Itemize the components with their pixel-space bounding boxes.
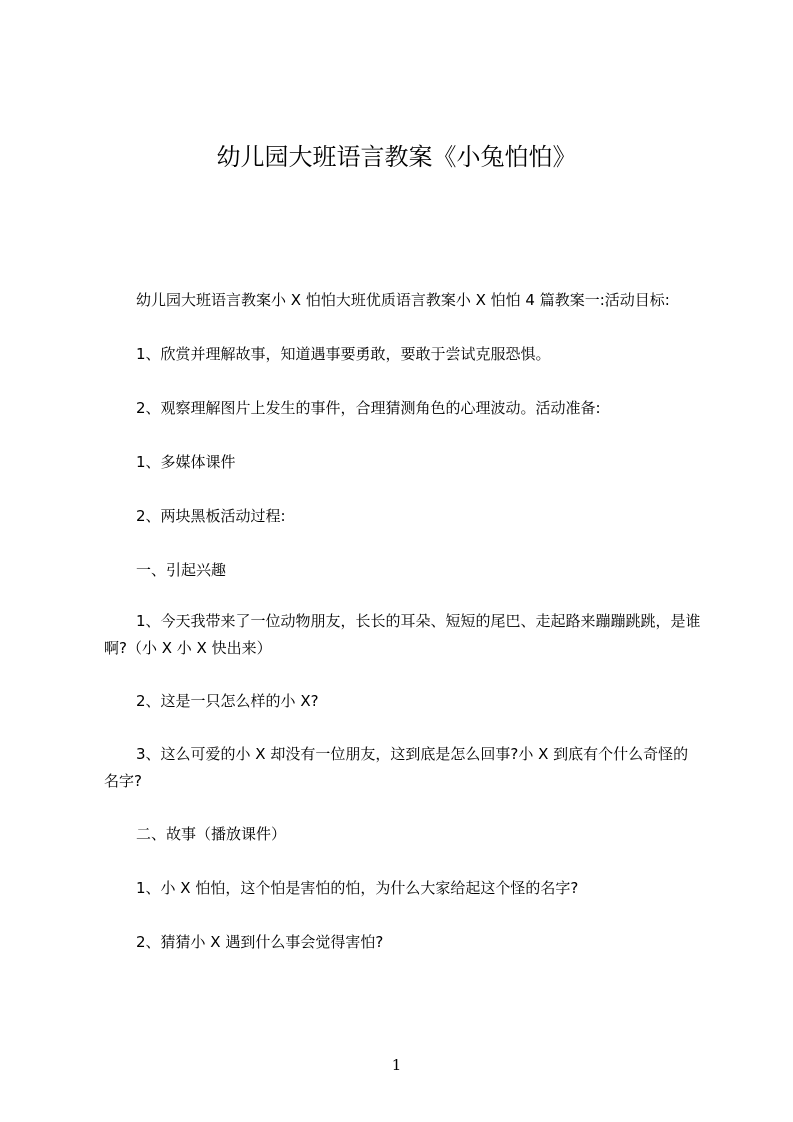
paragraph-prep-1: 1、多媒体课件 [136, 453, 236, 471]
paragraph-story-2: 2、猜猜小 X 遇到什么事会觉得害怕? [136, 933, 384, 951]
page-number: 1 [391, 1056, 402, 1074]
paragraph-story-1: 1、小 X 怕怕，这个怕是害怕的怕，为什么大家给起这个怪的名字? [136, 879, 579, 897]
document-title: 幼儿园大班语言教案《小兔怕怕》 [216, 143, 577, 171]
paragraph-goal-1: 1、欣赏并理解故事，知道遇事要勇敢，要敢于尝试克服恐惧。 [136, 345, 551, 363]
paragraph-prep-2: 2、两块黑板活动过程: [136, 507, 286, 525]
paragraph-intro: 幼儿园大班语言教案小 X 怕怕大班优质语言教案小 X 怕怕 4 篇教案一:活动目标: [136, 291, 670, 309]
paragraph-interest-3: 3、这么可爱的小 X 却没有一位朋友，这到底是怎么回事?小 X 到底有个什么奇怪的名字? [104, 745, 689, 790]
paragraph-interest-1: 1、今天我带来了一位动物朋友，长长的耳朵、短短的尾巴、走起路来蹦蹦跳跳，是谁啊?（小 X 小 X 快出来） [104, 612, 701, 657]
paragraph-goal-2: 2、观察理解图片上发生的事件，合理猜测角色的心理波动。活动准备: [136, 399, 601, 417]
paragraph-interest-2: 2、这是一只怎么样的小 X? [136, 692, 319, 710]
section-heading-interest: 一、引起兴趣 [136, 561, 227, 579]
section-heading-story: 二、故事（播放课件） [136, 825, 287, 843]
